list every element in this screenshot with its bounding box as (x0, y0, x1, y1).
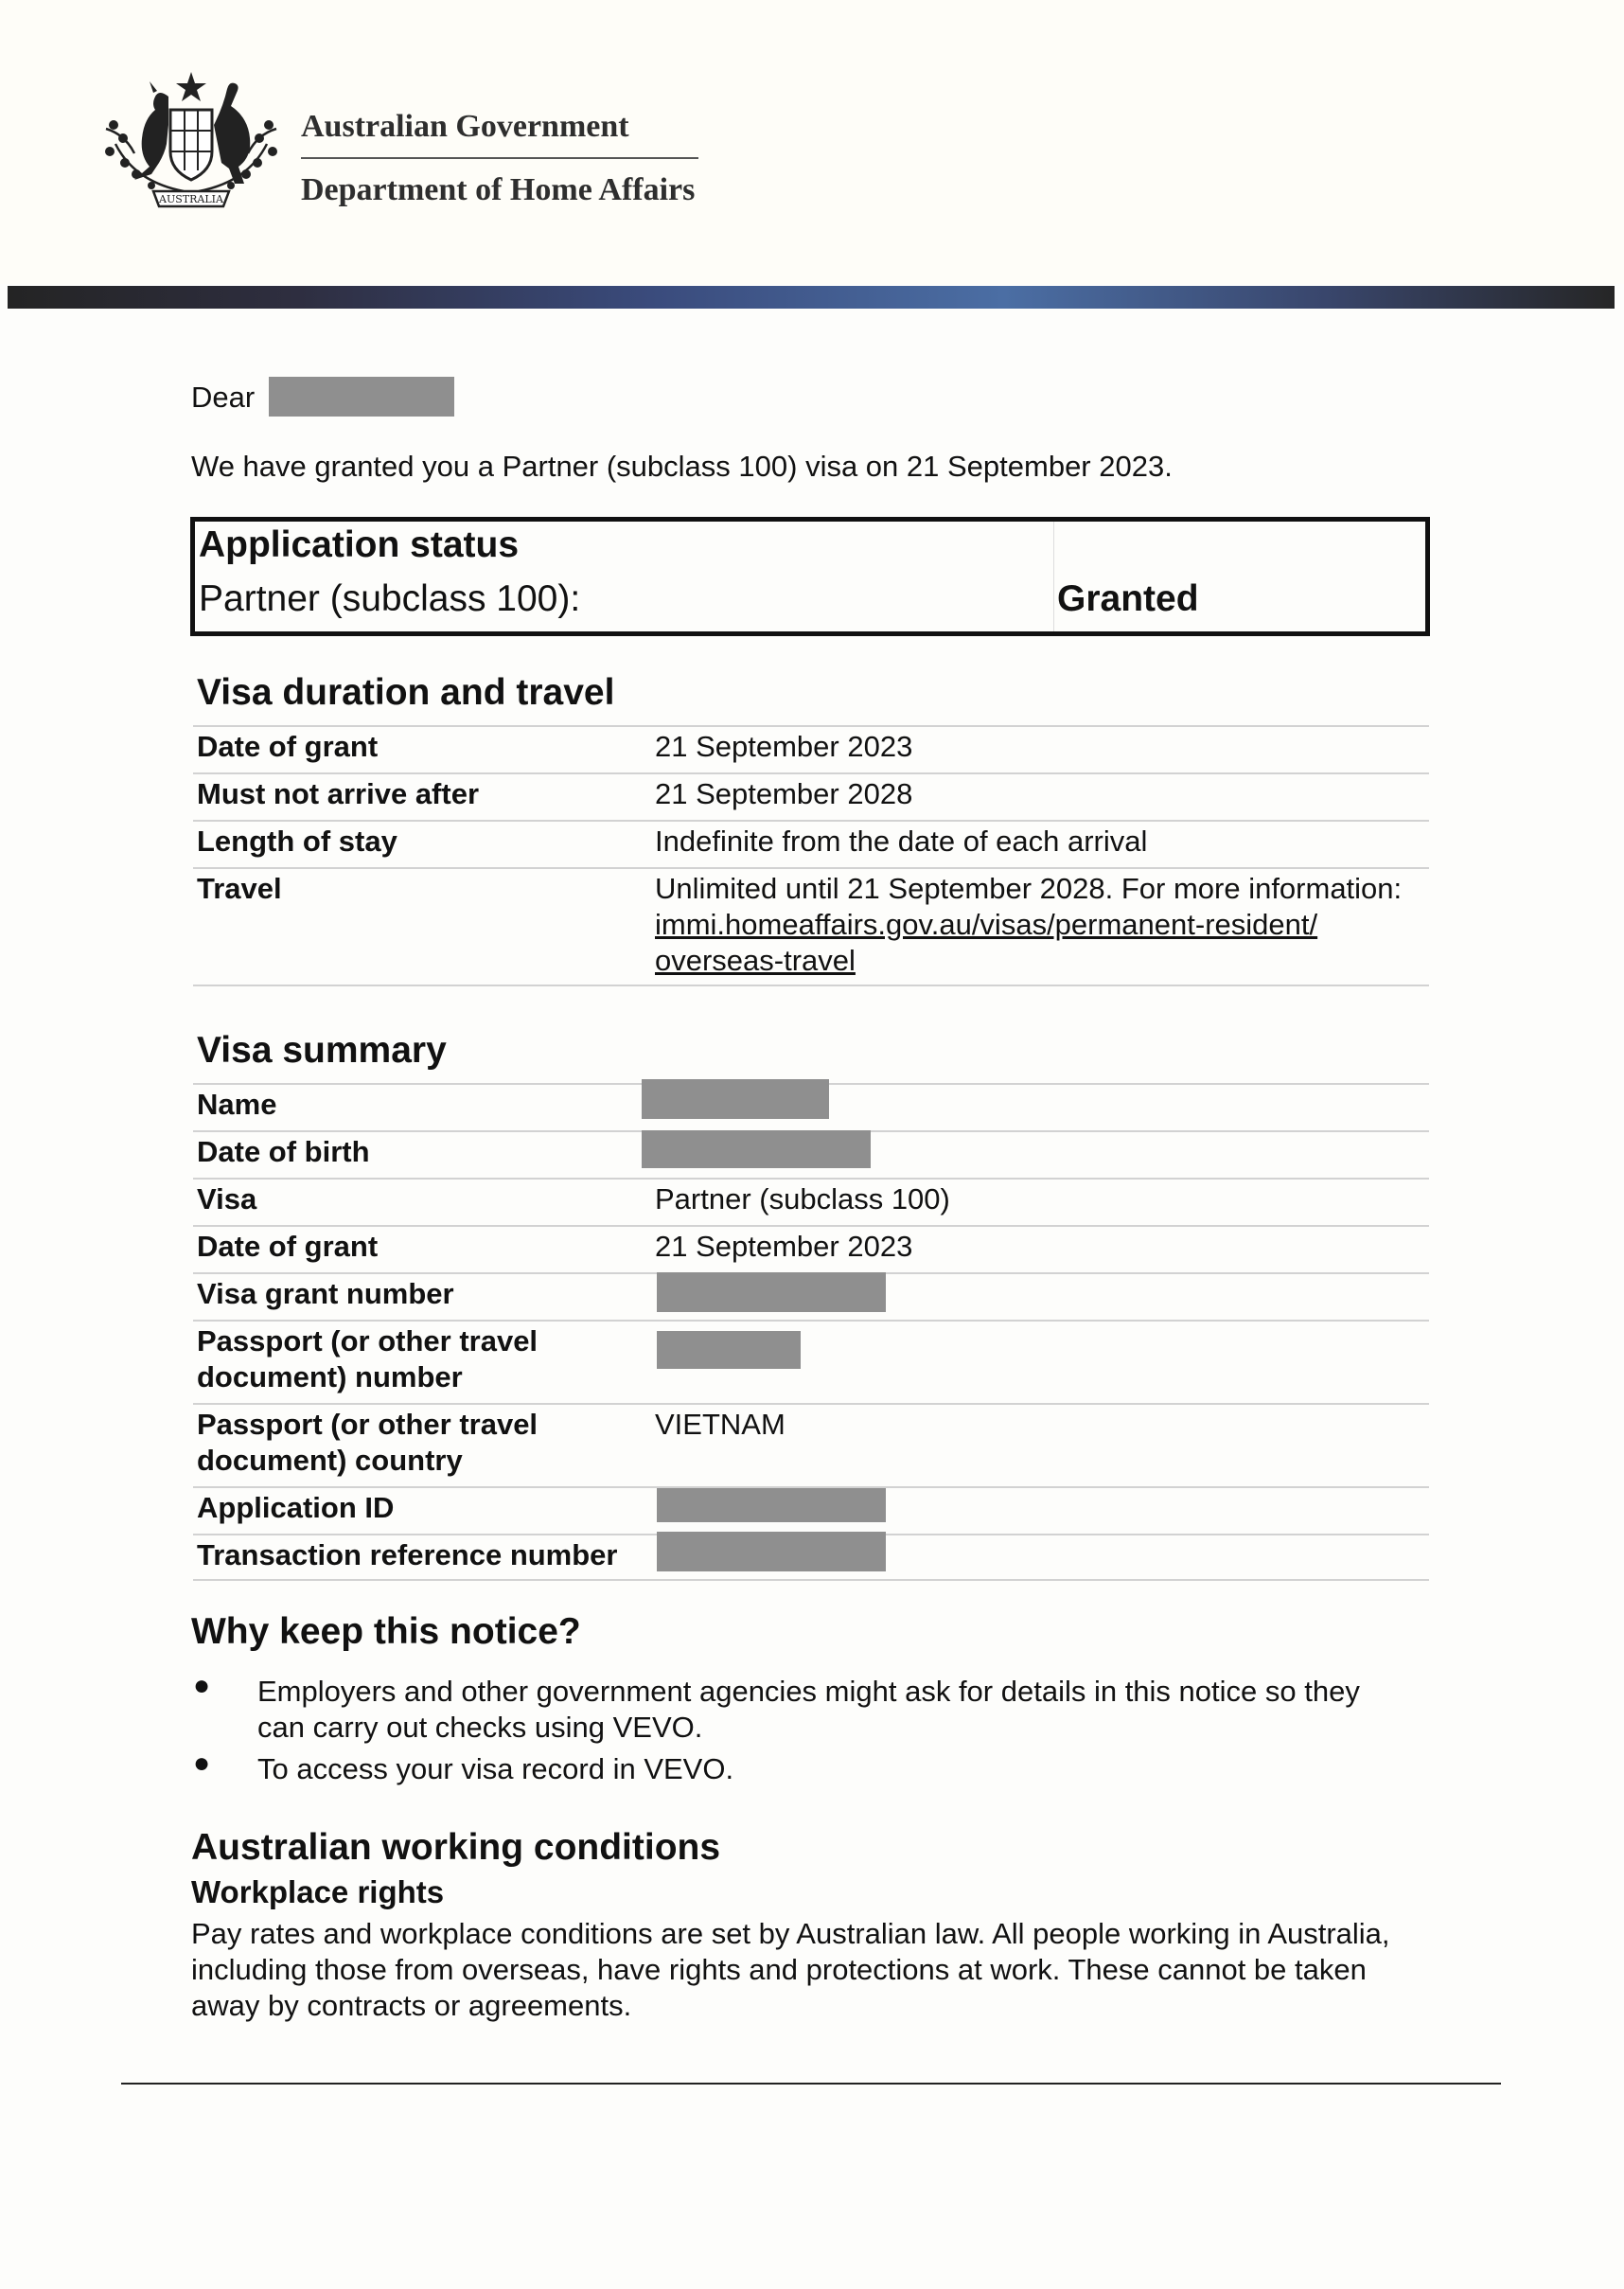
coat-of-arms-icon (97, 68, 286, 220)
status-value: Granted (1057, 578, 1199, 619)
table-row (193, 1403, 1429, 1486)
summary-table (193, 1083, 1429, 1581)
row-value: Indefinite from the date of each arrival (655, 825, 1148, 858)
table-row (193, 867, 1429, 986)
paragraph-line: away by contracts or agreements. (191, 1989, 632, 2022)
row-label-line: document) number (197, 1360, 463, 1393)
summary-section-title: Visa summary (197, 1030, 447, 1071)
table-row (193, 1130, 1429, 1178)
travel-info-link-cont[interactable]: overseas-travel (655, 944, 856, 977)
bullet-item (257, 1751, 1431, 1787)
bullet-line: To access your visa record in VEVO. (257, 1752, 734, 1785)
row-value: VIETNAM (655, 1408, 786, 1441)
redacted-name (269, 377, 454, 417)
table-row (193, 1534, 1429, 1581)
status-divider (1053, 522, 1054, 631)
department-title: Department of Home Affairs (301, 172, 696, 207)
salutation: Dear (191, 381, 256, 414)
table-row (193, 1272, 1429, 1320)
row-value: 21 September 2023 (655, 730, 913, 763)
table-row (193, 1320, 1429, 1403)
bullet-line: can carry out checks using VEVO. (257, 1711, 703, 1744)
row-label-line: Passport (or other travel (197, 1324, 538, 1357)
row-label: Date of birth (197, 1135, 370, 1168)
travel-info-link[interactable]: immi.homeaffairs.gov.au/visas/permanent-resident/ (655, 908, 1318, 941)
header-rule (301, 157, 698, 159)
government-title: Australian Government (301, 109, 629, 144)
row-label: Date of grant (197, 730, 379, 763)
row-label: Name (197, 1088, 277, 1121)
row-label: Visa (197, 1182, 257, 1215)
redacted-value (657, 1488, 886, 1522)
redacted-value (657, 1272, 886, 1312)
working-section-title: Australian working conditions (191, 1827, 721, 1868)
status-heading: Application status (199, 524, 520, 565)
table-row (193, 1178, 1429, 1225)
redacted-value (657, 1331, 801, 1369)
row-value: 21 September 2028 (655, 777, 913, 810)
paragraph-line: including those from overseas, have rights and protections at work. These cannot be taken (191, 1953, 1367, 1986)
table-row (193, 772, 1429, 820)
row-value: 21 September 2023 (655, 1230, 913, 1263)
row-label: Travel (197, 872, 282, 905)
table-row (193, 820, 1429, 867)
row-label-line: Passport (or other travel (197, 1408, 538, 1441)
why-section-title: Why keep this notice? (191, 1611, 581, 1652)
duration-section-title: Visa duration and travel (197, 672, 615, 713)
grant-statement: We have granted you a Partner (subclass 100) visa on 21 September 2023. (191, 450, 1173, 483)
duration-table (193, 725, 1429, 986)
bullet-icon: ● (193, 1670, 211, 1701)
paragraph-line: Pay rates and workplace conditions are set by Australian law. All people working in Australia, (191, 1917, 1390, 1950)
bullet-icon: ● (193, 1748, 211, 1779)
row-label (197, 1323, 642, 1395)
workplace-rights-subtitle: Workplace rights (191, 1874, 445, 1909)
bullet-line: Employers and other government agencies might ask for details in this notice so they (257, 1675, 1360, 1708)
row-label: Visa grant number (197, 1277, 454, 1310)
travel-text: Unlimited until 21 September 2028. For more information: (655, 872, 1403, 905)
workplace-rights-paragraph (191, 1916, 1440, 2024)
table-row (193, 1486, 1429, 1534)
bullet-item (257, 1674, 1431, 1746)
row-label (197, 1407, 642, 1479)
row-label: Transaction reference number (197, 1538, 618, 1571)
redacted-value (642, 1130, 871, 1168)
row-value (655, 871, 1431, 979)
row-label: Application ID (197, 1491, 395, 1524)
crest-scroll-label: AUSTRALIA (159, 193, 223, 205)
row-label-line: document) country (197, 1444, 463, 1477)
header-band (8, 286, 1615, 309)
table-row (193, 1225, 1429, 1272)
redacted-value (657, 1532, 886, 1571)
footer-rule (121, 2083, 1501, 2085)
redacted-value (642, 1079, 829, 1119)
row-label: Must not arrive after (197, 777, 480, 810)
row-label: Length of stay (197, 825, 397, 858)
status-visa-label: Partner (subclass 100): (199, 578, 581, 619)
table-row (193, 1083, 1429, 1130)
row-label: Date of grant (197, 1230, 379, 1263)
table-row (193, 725, 1429, 772)
row-value: Partner (subclass 100) (655, 1182, 950, 1215)
